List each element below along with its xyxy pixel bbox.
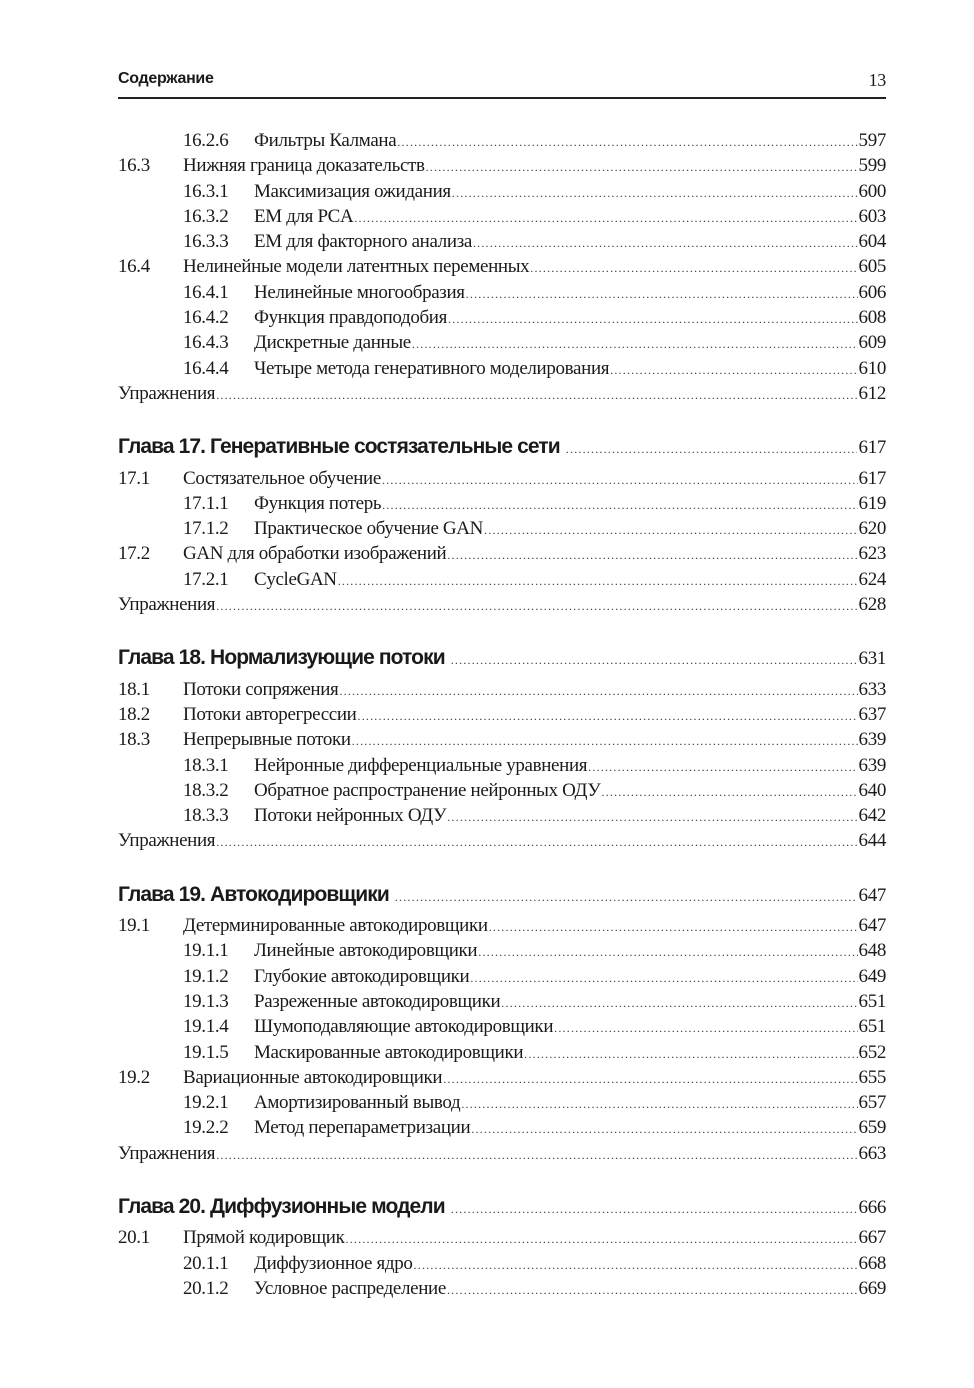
page-ref: 612: [858, 382, 886, 404]
running-head: [118, 66, 886, 92]
section-number: 16.2.6: [183, 130, 229, 151]
page-ref: 603: [858, 205, 886, 227]
section-number: 17.1.2: [183, 518, 229, 540]
page-ref: 605: [858, 256, 886, 278]
chapter-title: Глава 20. Диффузионные модели: [118, 1194, 445, 1218]
section-number: 18.3: [118, 729, 150, 751]
section-number: 18.3.3: [183, 805, 229, 827]
toc-subsection[interactable]: [118, 1040, 886, 1065]
dot-leader: [397, 130, 857, 155]
entry-title: Прямой кодировщик: [183, 1227, 345, 1249]
page-ref: 647: [858, 884, 886, 906]
dot-leader: [358, 704, 858, 729]
page-ref: 610: [858, 357, 886, 379]
toc-subsection[interactable]: [118, 1090, 886, 1115]
toc-subsection[interactable]: [118, 803, 886, 828]
page-ref: 600: [858, 180, 886, 202]
page-ref: 647: [858, 915, 886, 937]
page-ref: 606: [858, 281, 886, 303]
toc-entry-exercises[interactable]: [118, 1141, 886, 1166]
entry-title: Потоки сопряжения: [183, 678, 339, 700]
toc-subsection[interactable]: [118, 1014, 886, 1039]
page-ref: 631: [858, 648, 886, 670]
page-ref: 639: [858, 754, 886, 776]
entry-title: Маскированные автокодировщики: [254, 1041, 524, 1063]
entry-title: Глубокие автокодировщики: [254, 965, 470, 987]
dot-leader: [447, 1278, 858, 1303]
toc-section[interactable]: [118, 727, 886, 752]
page-ref: 624: [858, 568, 886, 590]
toc-section[interactable]: [118, 1225, 886, 1250]
section-number: 18.2: [118, 703, 150, 725]
dot-leader: [588, 755, 857, 780]
page-ref: 652: [858, 1041, 886, 1063]
page-ref: 609: [858, 332, 886, 354]
dot-leader: [414, 1253, 858, 1278]
entry-title: CycleGAN: [254, 568, 337, 590]
page-ref: 668: [858, 1252, 886, 1274]
page-ref: 659: [858, 1117, 886, 1139]
section-number: 19.1.4: [183, 1016, 229, 1038]
page-ref: 597: [858, 130, 886, 151]
section-number: 17.1.1: [183, 492, 229, 514]
running-head-title: Содержание: [118, 70, 214, 87]
page-ref: 651: [858, 1016, 886, 1038]
dot-leader: [471, 1117, 857, 1142]
page-ref: 667: [858, 1227, 886, 1249]
section-number: 17.2: [118, 543, 150, 565]
dot-leader: [447, 805, 857, 830]
section-number: 17.1: [118, 467, 150, 489]
page-ref: 620: [858, 518, 886, 540]
entry-title: Упражнения: [118, 594, 216, 616]
toc-subsection[interactable]: [118, 938, 886, 963]
toc-subsection[interactable]: [118, 356, 886, 381]
toc-section[interactable]: [118, 677, 886, 702]
dot-leader: [426, 155, 858, 180]
entry-title: Нейронные дифференциальные уравнения: [254, 754, 588, 776]
chapter-title: Глава 18. Нормализующие потоки: [118, 646, 445, 670]
section-number: 16.3.3: [183, 231, 229, 253]
section-number: 20.1: [118, 1227, 150, 1249]
page-ref: 639: [858, 729, 886, 751]
entry-title: Метод перепараметризации: [254, 1117, 471, 1139]
toc-chapter[interactable]: [118, 1194, 886, 1219]
section-number: 16.3.1: [183, 180, 229, 202]
dot-leader: [524, 1042, 857, 1067]
dot-leader: [452, 181, 858, 206]
section-number: 16.3: [118, 155, 150, 177]
toc-chapter[interactable]: [118, 434, 886, 459]
page-ref: 628: [858, 594, 886, 616]
entry-title: EM для PCA: [254, 205, 354, 227]
toc-subsection[interactable]: [118, 491, 886, 516]
section-number: 16.4.3: [183, 332, 229, 354]
header-rule: [118, 97, 886, 99]
page-ref: 608: [858, 307, 886, 329]
entry-title: Нелинейные многообразия: [254, 281, 465, 303]
dot-leader: [451, 1197, 857, 1222]
dot-leader: [501, 991, 857, 1016]
section-number: 19.2: [118, 1066, 150, 1088]
toc-subsection[interactable]: [118, 753, 886, 778]
page-ref: 617: [858, 437, 886, 459]
page-ref: 657: [858, 1092, 886, 1114]
page-ref: 644: [858, 830, 886, 852]
dot-leader: [447, 543, 857, 568]
toc-subsection[interactable]: [118, 567, 886, 592]
entry-title: Дискретные данные: [254, 332, 411, 354]
page-ref: 623: [858, 543, 886, 565]
entry-title: Функция правдоподобия: [254, 307, 448, 329]
section-number: 18.1: [118, 678, 150, 700]
toc-section[interactable]: [118, 153, 886, 178]
page-ref: 637: [858, 703, 886, 725]
toc-subsection[interactable]: [118, 1115, 886, 1140]
dot-leader: [216, 1143, 857, 1168]
entry-title: Вариационные автокодировщики: [183, 1066, 443, 1088]
dot-leader: [382, 493, 857, 518]
entry-title: Шумоподавляющие автокодировщики: [254, 1016, 554, 1038]
dot-leader: [451, 648, 857, 673]
section-number: 16.4.2: [183, 307, 229, 329]
dot-leader: [216, 383, 857, 408]
toc-subsection[interactable]: [118, 305, 886, 330]
page-ref: 640: [858, 779, 886, 801]
dot-leader: [352, 729, 858, 754]
dot-leader: [338, 569, 858, 594]
section-number: 19.2.1: [183, 1092, 229, 1114]
dot-leader: [530, 256, 857, 281]
page-ref: 666: [858, 1196, 886, 1218]
page-ref: 663: [858, 1142, 886, 1164]
entry-title: Функция потерь: [254, 492, 382, 514]
entry-title: Обратное распространение нейронных ОДУ: [254, 779, 601, 801]
toc-subsection[interactable]: [118, 204, 886, 229]
section-number: 19.1.2: [183, 965, 229, 987]
toc-subsection[interactable]: [118, 229, 886, 254]
page-ref: 619: [858, 492, 886, 514]
dot-leader: [354, 206, 857, 231]
dot-leader: [443, 1067, 857, 1092]
table-of-contents: [118, 128, 886, 1301]
entry-title: Упражнения: [118, 1142, 216, 1164]
page-ref: 617: [858, 467, 886, 489]
section-number: 16.3.2: [183, 205, 229, 227]
entry-title: Разреженные автокодировщики: [254, 990, 501, 1012]
dot-leader: [473, 231, 858, 256]
page-ref: 649: [858, 965, 886, 987]
dot-leader: [554, 1016, 857, 1041]
toc-chapter[interactable]: [118, 882, 886, 907]
dot-leader: [339, 679, 857, 704]
entry-title: Диффузионное ядро: [254, 1252, 413, 1274]
dot-leader: [610, 358, 857, 383]
section-number: 20.1.1: [183, 1252, 229, 1274]
toc-subsection[interactable]: [118, 330, 886, 355]
page-ref: 599: [858, 155, 886, 177]
toc-subsection[interactable]: [118, 179, 886, 204]
entry-title: Четыре метода генеративного моделирования: [254, 357, 610, 379]
page-ref: 648: [858, 940, 886, 962]
toc-section[interactable]: [118, 466, 886, 491]
entry-title: Фильтры Калмана: [254, 130, 397, 151]
section-number: 19.1.3: [183, 990, 229, 1012]
section-number: 18.3.1: [183, 754, 229, 776]
section-number: 16.4.4: [183, 357, 229, 379]
section-number: 18.3.2: [183, 779, 229, 801]
dot-leader: [602, 780, 858, 805]
entry-title: Состязательное обучение: [183, 467, 381, 489]
toc-subsection[interactable]: [118, 778, 886, 803]
page-number: 13: [868, 70, 886, 90]
toc-section[interactable]: [118, 1065, 886, 1090]
toc-subsection[interactable]: [118, 280, 886, 305]
entry-title: Упражнения: [118, 382, 216, 404]
toc-section[interactable]: [118, 254, 886, 279]
entry-title: EM для факторного анализа: [254, 231, 472, 253]
page-ref: 651: [858, 990, 886, 1012]
dot-leader: [216, 594, 857, 619]
page-ref: 655: [858, 1066, 886, 1088]
section-number: 16.4.1: [183, 281, 229, 303]
toc-subsection[interactable]: [118, 1276, 886, 1301]
dot-leader: [382, 468, 858, 493]
dot-leader: [484, 518, 857, 543]
entry-title: Линейные автокодировщики: [254, 940, 478, 962]
entry-title: Потоки нейронных ОДУ: [254, 805, 447, 827]
toc-section[interactable]: [118, 702, 886, 727]
toc-entry-exercises[interactable]: [118, 592, 886, 617]
dot-leader: [448, 307, 858, 332]
dot-leader: [346, 1227, 858, 1252]
chapter-title: Глава 19. Автокодировщики: [118, 882, 389, 906]
toc-entry-exercises[interactable]: [118, 381, 886, 406]
dot-leader: [412, 332, 858, 357]
dot-leader: [216, 830, 857, 855]
entry-title: Детерминированные автокодировщики: [183, 915, 488, 937]
dot-leader: [466, 282, 858, 307]
toc-section[interactable]: [118, 913, 886, 938]
entry-title: GAN для обработки изображений: [183, 543, 447, 565]
entry-title: Условное распределение: [254, 1277, 446, 1299]
dot-leader: [489, 915, 858, 940]
toc-subsection[interactable]: [118, 128, 886, 153]
section-number: 19.1.5: [183, 1041, 229, 1063]
entry-title: Нижняя граница доказательств: [183, 155, 425, 177]
page-ref: 642: [858, 805, 886, 827]
toc-subsection[interactable]: [118, 989, 886, 1014]
entry-title: Нелинейные модели латентных переменных: [183, 256, 530, 278]
page-ref: 669: [858, 1277, 886, 1299]
dot-leader: [566, 437, 857, 462]
toc-entry-exercises[interactable]: [118, 828, 886, 853]
section-number: 19.1: [118, 915, 150, 937]
dot-leader: [470, 966, 857, 991]
section-number: 16.4: [118, 256, 150, 278]
section-number: 17.2.1: [183, 568, 229, 590]
page-ref: 604: [858, 231, 886, 253]
section-number: 20.1.2: [183, 1277, 229, 1299]
dot-leader: [461, 1092, 857, 1117]
section-number: 19.1.1: [183, 940, 229, 962]
toc-chapter[interactable]: [118, 645, 886, 670]
entry-title: Непрерывные потоки: [183, 729, 351, 751]
toc-subsection[interactable]: [118, 964, 886, 989]
entry-title: Максимизация ожидания: [254, 180, 451, 202]
dot-leader: [395, 885, 857, 910]
entry-title: Практическое обучение GAN: [254, 518, 484, 540]
page-ref: 633: [858, 678, 886, 700]
toc-section[interactable]: [118, 541, 886, 566]
entry-title: Амортизированный вывод: [254, 1092, 461, 1114]
chapter-title: Глава 17. Генеративные состязательные сети: [118, 435, 560, 459]
toc-subsection[interactable]: [118, 516, 886, 541]
entry-title: Упражнения: [118, 830, 216, 852]
section-number: 19.2.2: [183, 1117, 229, 1139]
entry-title: Потоки авторегрессии: [183, 703, 357, 725]
toc-subsection[interactable]: [118, 1251, 886, 1276]
dot-leader: [478, 940, 857, 965]
